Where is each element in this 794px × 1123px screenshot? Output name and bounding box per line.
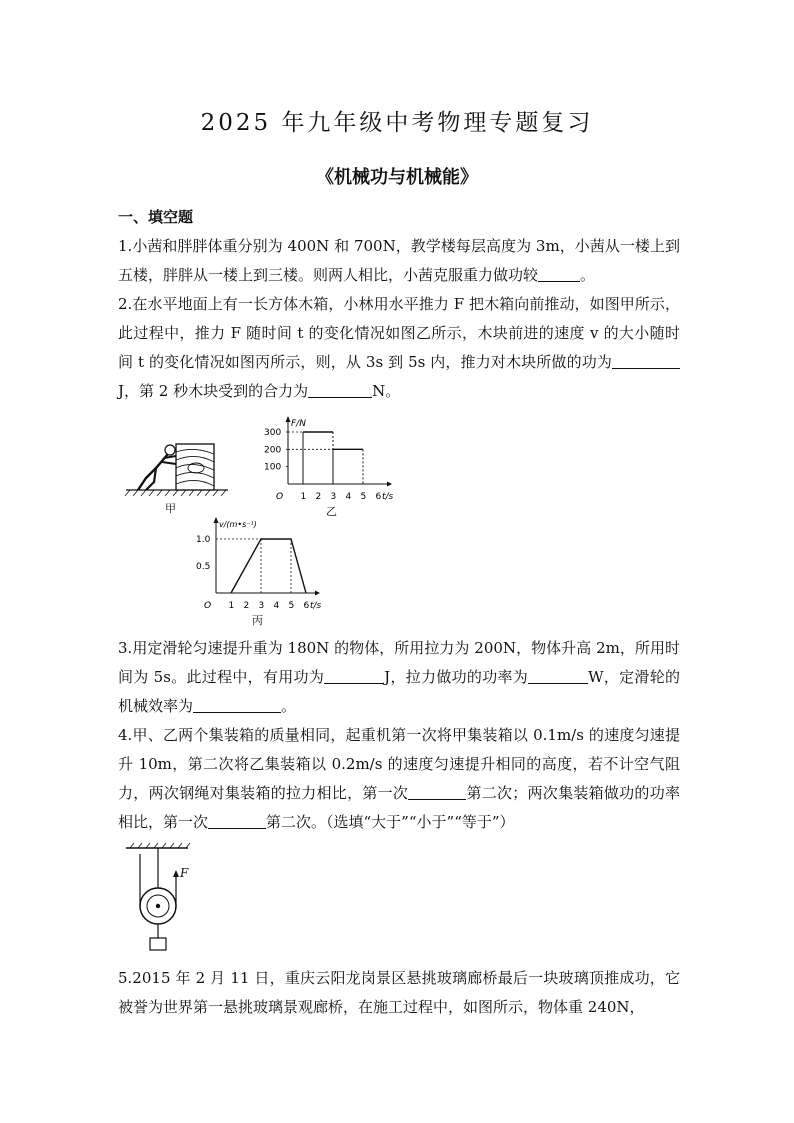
- x-tick-label: 4: [273, 601, 280, 611]
- x-tick-label: 3: [330, 492, 337, 502]
- answer-blank: [528, 668, 588, 684]
- q1-text-end: 。: [580, 266, 596, 284]
- figure-label-jia: 甲: [165, 502, 176, 515]
- x-tick-label: 2: [315, 492, 322, 502]
- answer-blank: [308, 382, 372, 398]
- y-axis-label: F/N: [291, 419, 306, 429]
- x-tick-label: 6: [375, 492, 382, 502]
- x-tick-label: 1: [228, 601, 235, 611]
- q3-text: 3.用定滑轮匀速提升重为 180N 的物体，所用拉力为 200N，物体升高 2m，所用时间为 5s。此过程中，有用功为: [118, 639, 680, 686]
- x-tick-label: 4: [345, 492, 352, 502]
- q3-text-end: 。: [281, 697, 297, 715]
- page-subtitle: 《机械功与机械能》: [316, 167, 478, 188]
- y-tick-label: 1.0: [196, 535, 211, 545]
- q2-text: 2.在水平地面上有一长方体木箱，小林用水平推力 F 把木箱向前推动，如图甲所示，此过程中，推力 F 随时间 t 的变化情况如图乙所示，木块前进的速度 v 的大小随时间 t 的变化情况如图丙所示，则，从 3s 到 5s 内，推力对木块所做的功为: [118, 295, 680, 371]
- figure-push-box: [124, 438, 230, 498]
- x-tick-label: 1: [300, 492, 307, 502]
- chart-force-time: [262, 414, 404, 504]
- answer-blank: [324, 668, 384, 684]
- q4-text-mid: 第二次；两次集装箱做功的功率相比，第一次: [118, 784, 680, 831]
- q4-text: 4.甲、乙两个集装箱的质量相同，起重机第一次将甲集装箱以 0.1m/s 的速度匀速提升 10m，第二次将乙集装箱以 0.2m/s 的速度匀速提升相同的高度，若不计空气阻力，两次钢绳对集装箱的拉力相比，第一次: [118, 726, 680, 802]
- q3-text-mid2: W，定滑轮的机械效率为: [118, 668, 681, 715]
- x-axis-label: t/s: [382, 492, 394, 502]
- q5-text: 5.2015 年 2 月 11 日，重庆云阳龙岗景区悬挑玻璃廊桥最后一块玻璃顶推成功，它被誉为世界第一悬挑玻璃景观廊桥，在施工过程中，如图所示，物体重 240N，: [118, 969, 680, 1016]
- y-tick-label: 100: [264, 462, 282, 473]
- x-tick-label: 2: [243, 601, 250, 611]
- y-axis-arrow: [286, 416, 291, 422]
- force-label: F: [180, 866, 189, 880]
- answer-blank: [208, 813, 266, 829]
- y-tick-label: 200: [264, 445, 282, 456]
- answer-blank: [612, 353, 680, 369]
- figure-pulley: [122, 842, 202, 956]
- question-1: [118, 232, 680, 290]
- x-axis-label: t/s: [310, 601, 322, 611]
- answer-blank: [193, 697, 281, 713]
- q4-text-end: 第二次。（选填“大于”“小于”“等于”）: [266, 813, 515, 831]
- origin-label: O: [276, 492, 284, 502]
- q3-text-mid: J，拉力做功的功率为: [384, 668, 529, 686]
- section-heading: 一、填空题: [118, 208, 194, 226]
- y-axis-label: v/(m•s⁻¹): [219, 520, 257, 529]
- velocity-line: [231, 539, 306, 593]
- x-tick-label: 6: [303, 601, 310, 611]
- question-4: [118, 721, 680, 837]
- question-5: [118, 964, 680, 1022]
- origin-label: O: [204, 601, 212, 611]
- q2-text-end: N。: [372, 382, 401, 400]
- y-axis-arrow: [214, 517, 219, 523]
- q1-text: 1.小茜和胖胖体重分别为 400N 和 700N，教学楼每层高度为 3m，小茜从一楼上到五楼，胖胖从一楼上到三楼。则两人相比，小茜克服重力做功较: [118, 237, 680, 284]
- figure-label-yi: 乙: [326, 505, 337, 518]
- figure-label-bing: 丙: [252, 614, 263, 627]
- y-tick-label: 0.5: [196, 562, 211, 572]
- q2-text-mid: J，第 2 秒木块受到的合力为: [118, 382, 309, 400]
- y-tick-label: 300: [264, 428, 282, 438]
- answer-blank: [408, 784, 466, 800]
- page-title: 2025 年九年级中考物理专题复习: [200, 110, 594, 136]
- question-3: [118, 634, 680, 721]
- x-tick-label: 5: [288, 601, 295, 611]
- chart-velocity-time: [190, 515, 330, 613]
- x-tick-label: 5: [360, 492, 367, 502]
- question-2: [118, 290, 680, 406]
- x-axis-arrow: [387, 482, 392, 487]
- answer-blank: [538, 266, 580, 282]
- x-axis-arrow: [315, 591, 320, 596]
- x-tick-label: 3: [258, 601, 265, 611]
